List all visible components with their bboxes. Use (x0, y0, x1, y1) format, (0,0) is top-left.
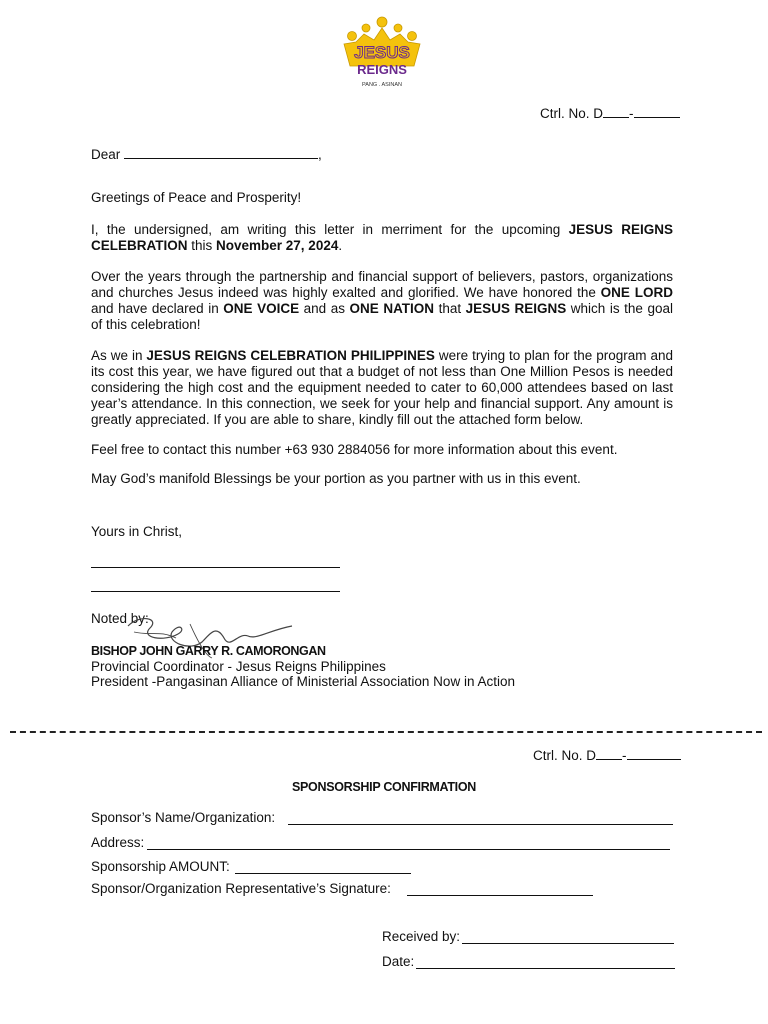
salutation (91, 146, 673, 163)
salutation-comma: , (318, 147, 322, 162)
address-field[interactable] (147, 849, 670, 850)
recipient-blank[interactable] (124, 146, 318, 159)
noted-by: Noted by: (91, 611, 149, 626)
representative-signature-field[interactable] (407, 895, 593, 896)
closing: Yours in Christ, (91, 524, 183, 539)
signature-label: Sponsor/Organization Representative’s Signature: (91, 881, 391, 896)
cut-line (10, 731, 762, 733)
logo-word-bottom: REIGNS (357, 62, 407, 77)
sponsor-name-field[interactable] (288, 824, 673, 825)
greeting: Greetings of Peace and Prosperity! (91, 190, 302, 205)
ctrl-no-top (540, 105, 680, 121)
logo-word-top: JESUS (354, 43, 410, 62)
paragraph-intro: I, the undersigned, am writing this letter in merriment for the upcoming JESUS REIGNS CELEBRATION this November 27, 2024. (91, 222, 674, 253)
ctrl-no-blank[interactable] (634, 105, 680, 118)
blessing-line: May God’s manifold Blessings be your portion as you partner with us in this event. (91, 471, 581, 486)
ctrl-no-sep: - (622, 748, 627, 763)
signatory-title-2: President -Pangasinan Alliance of Ministerial Association Now in Action (91, 674, 515, 689)
logo-location: PANG . ASINAN (362, 82, 402, 88)
sponsor-name-label: Sponsor’s Name/Organization: (91, 810, 276, 825)
paragraph-history: Over the years through the partnership and financial support of believers, pastors, organizations and churches Jesus indeed was highly exalted and glorified. We have honored the ONE LORD and have declared in ONE VOICE and as ONE NATION that JESUS REIGNS which is the goal of this celebration! (91, 269, 673, 332)
amount-label: Sponsorship AMOUNT: (91, 859, 230, 874)
ctrl-no-blank[interactable] (603, 105, 629, 118)
amount-field[interactable] (235, 873, 411, 874)
ctrl-no-blank[interactable] (596, 747, 622, 760)
signature-line-1[interactable] (91, 567, 340, 568)
address-label: Address: (91, 835, 145, 850)
signatory-name: BISHOP JOHN GARRY R. CAMORONGAN (91, 644, 326, 658)
ctrl-no-label: Ctrl. No. D (540, 106, 604, 121)
date-label: Date: (382, 954, 415, 969)
received-by-field[interactable] (462, 943, 674, 944)
salutation-text: Dear (91, 147, 121, 162)
ctrl-no-label: Ctrl. No. D (533, 748, 597, 763)
form-title: SPONSORSHIP CONFIRMATION (291, 780, 477, 794)
received-by-label: Received by: (382, 929, 461, 944)
date-field[interactable] (416, 968, 675, 969)
ctrl-no-sep: - (629, 106, 634, 121)
paragraph-request: As we in JESUS REIGNS CELEBRATION PHILIPPINES were trying to plan for the program and its cost this year, we have figured out that a budget of not less than One Million Pesos is needed considering the high cost and the equipment needed to cater to 60,000 attendees based on last year’s attendance. In this connection, we seek for your help and financial support. Any amount is greatly appreciated. If you are able to share, kindly fill out the attached form below. (91, 348, 673, 427)
ctrl-no-bottom (533, 747, 681, 763)
jesus-reigns-logo (334, 14, 430, 90)
signature-line-2[interactable] (91, 591, 340, 592)
ctrl-no-blank[interactable] (627, 747, 681, 760)
contact-line: Feel free to contact this number +63 930 2884056 for more information about this event. (91, 442, 618, 457)
signatory-title-1: Provincial Coordinator - Jesus Reigns Philippines (91, 659, 386, 674)
